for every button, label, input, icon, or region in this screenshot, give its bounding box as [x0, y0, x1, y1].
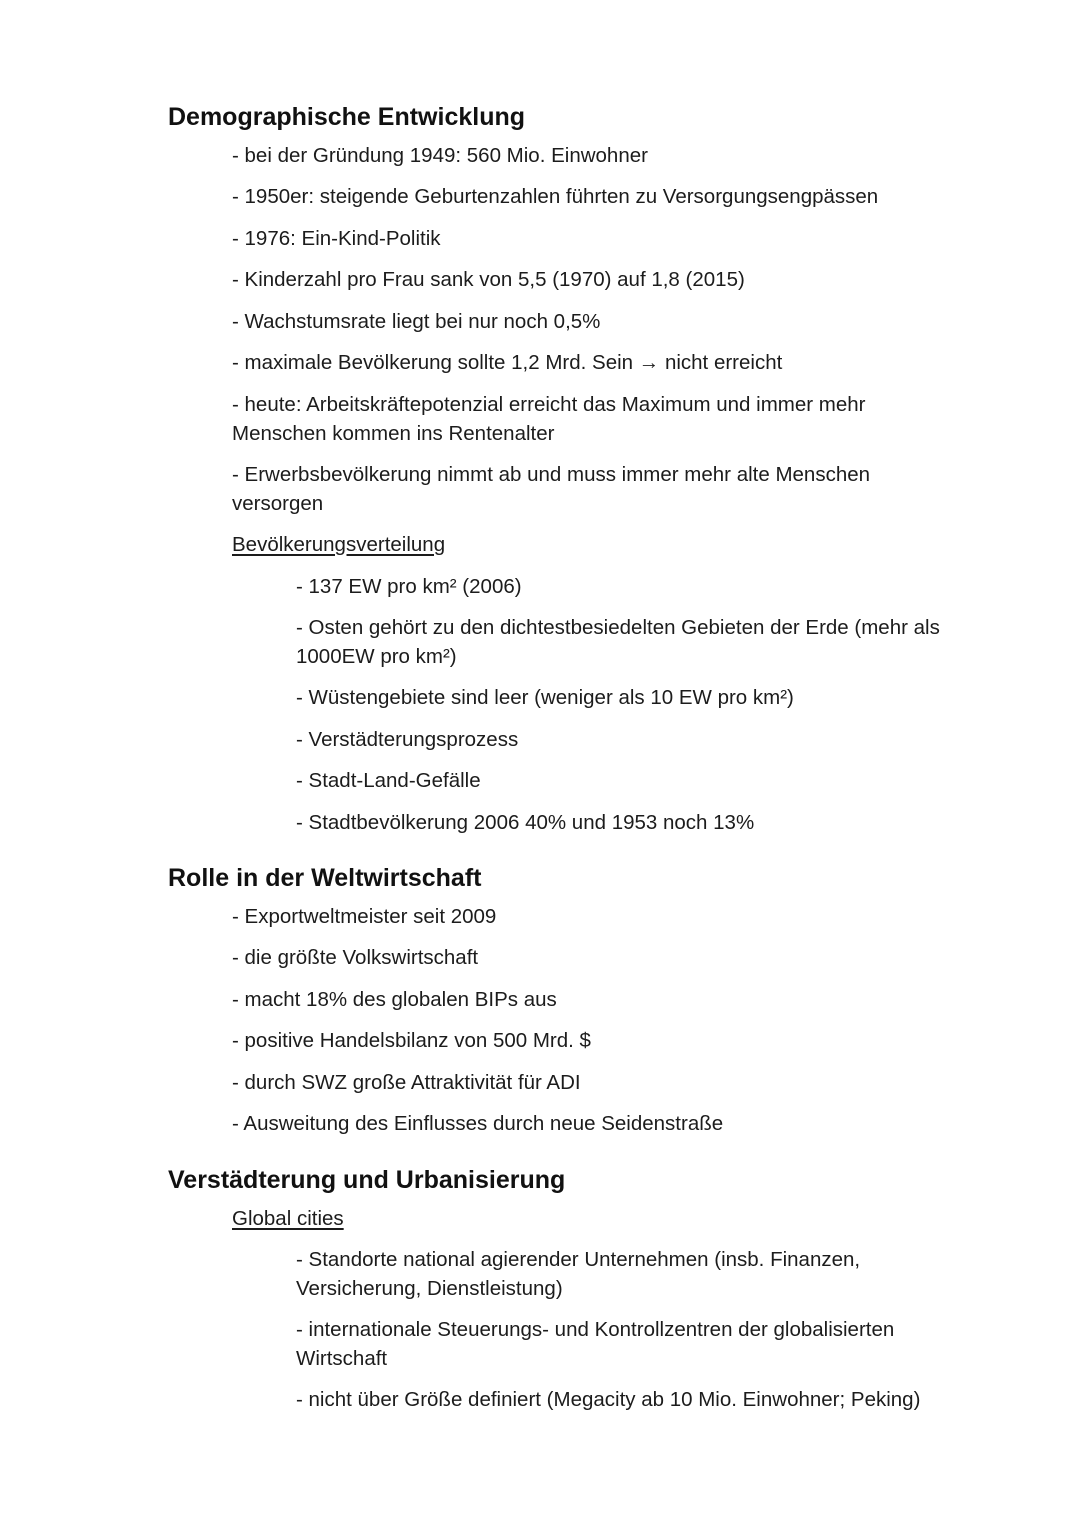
section-heading-verstaedterung: Verstädterung und Urbanisierung — [168, 1166, 566, 1194]
section-heading-demographie: Demographische Entwicklung — [168, 103, 526, 131]
subsection-title-global-cities: Global cities — [232, 1207, 344, 1230]
list-item: - Ausweitung des Einflusses durch neue Seidenstraße — [232, 1112, 724, 1135]
list-item: - positive Handelsbilanz von 500 Mrd. $ — [232, 1029, 591, 1052]
list-item: - maximale Bevölkerung sollte 1,2 Mrd. Sein → nicht erreicht — [232, 351, 783, 374]
list-item: - internationale Steuerungs- und Kontrollzentren der globalisierten Wirtschaft — [296, 1318, 895, 1370]
list-item: - 1950er: steigende Geburtenzahlen führten zu Versorgungsengpässen — [232, 185, 879, 208]
list-item: - Osten gehört zu den dichtestbesiedelten Gebieten der Erde (mehr als 1000EW pro km²) — [296, 616, 940, 668]
list-item: - heute: Arbeitskräftepotenzial erreicht das Maximum und immer mehr Menschen kommen ins Rentenalter — [232, 393, 866, 445]
subsection-title-bevoelkerungsverteilung: Bevölkerungsverteilung — [232, 533, 446, 556]
list-item: - macht 18% des globalen BIPs aus — [232, 988, 557, 1011]
list-item: - Stadtbevölkerung 2006 40% und 1953 noch 13% — [296, 811, 755, 834]
list-item: - Kinderzahl pro Frau sank von 5,5 (1970) auf 1,8 (2015) — [232, 268, 745, 291]
list-item: - Wachstumsrate liegt bei nur noch 0,5% — [232, 310, 601, 333]
list-item: - Verstädterungsprozess — [296, 728, 519, 751]
list-item: - die größte Volkswirtschaft — [232, 946, 479, 969]
list-item: - Erwerbsbevölkerung nimmt ab und muss immer mehr alte Menschen versorgen — [232, 463, 871, 515]
section-heading-weltwirtschaft: Rolle in der Weltwirtschaft — [168, 864, 482, 892]
list-item: - Wüstengebiete sind leer (weniger als 10 EW pro km²) — [296, 686, 794, 709]
list-item: - 1976: Ein-Kind-Politik — [232, 227, 441, 250]
list-item: - Exportweltmeister seit 2009 — [232, 905, 497, 928]
list-item: - 137 EW pro km² (2006) — [296, 575, 522, 598]
list-item: - durch SWZ große Attraktivität für ADI — [232, 1071, 581, 1094]
list-item: - bei der Gründung 1949: 560 Mio. Einwohner — [232, 144, 648, 167]
list-item: - Stadt-Land-Gefälle — [296, 769, 481, 792]
list-item: - nicht über Größe definiert (Megacity ab 10 Mio. Einwohner; Peking) — [296, 1388, 921, 1411]
list-item: - Standorte national agierender Unternehmen (insb. Finanzen, Versicherung, Dienstleistung) — [296, 1248, 861, 1300]
